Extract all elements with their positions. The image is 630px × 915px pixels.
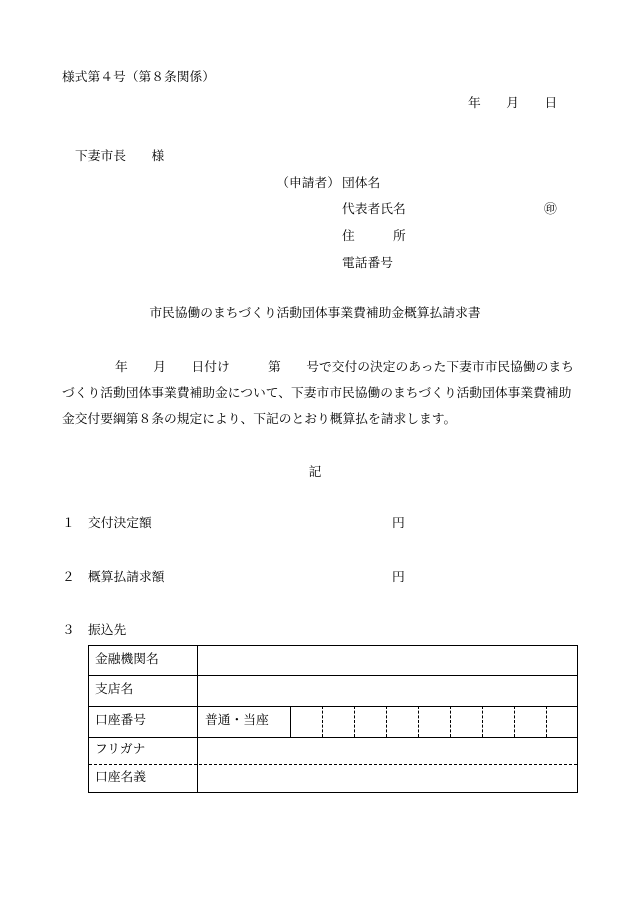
phone-label: 電話番号 (342, 256, 393, 271)
item-1-unit: 円 (392, 516, 405, 531)
bank-account-table (88, 645, 578, 793)
addressee: 下妻市長 様 (75, 149, 165, 164)
row-divider (89, 675, 577, 676)
document-title: 市民協働のまちづくり活動団体事業費補助金概算払請求書 (149, 306, 481, 321)
body-line-2: づくり活動団体事業費補助金について、下妻市市民協働のまちづくり活動団体事業費補助 (62, 386, 572, 401)
row-divider (89, 706, 577, 707)
org-name-label: 団体名 (342, 176, 381, 191)
account-type-options: 普通・当座 (205, 713, 269, 728)
account-holder-field[interactable] (199, 766, 575, 791)
body-line-1: 年 月 日付け 第 号で交付の決定のあった下妻市市民協働のまち (115, 360, 574, 375)
seal-mark: ㊞ (544, 202, 557, 217)
representative-name-label: 代表者氏名 (342, 202, 406, 217)
item-3-label: 振込先 (88, 623, 127, 638)
bank-name-field[interactable] (199, 647, 575, 674)
account-type-divider (290, 706, 291, 737)
applicant-prefix: （申請者） (276, 176, 340, 191)
item-3-number: ３ (62, 623, 75, 638)
body-line-3: 金交付要綱第８条の規定により、下記のとおり概算払を請求します。 (62, 412, 457, 427)
branch-name-field[interactable] (199, 677, 575, 705)
date-line: 年 月 日 (468, 96, 558, 111)
form-number: 様式第４号（第８条関係） (62, 70, 215, 85)
branch-name-label: 支店名 (95, 682, 134, 697)
item-2-label: 概算払請求額 (88, 570, 165, 585)
account-number-field[interactable] (292, 708, 575, 736)
account-number-label: 口座番号 (95, 713, 146, 728)
column-divider (197, 646, 198, 792)
item-2-number: ２ (62, 570, 75, 585)
ki-heading: 記 (308, 465, 322, 480)
address-label: 住 所 (342, 229, 406, 244)
item-2-unit: 円 (392, 570, 405, 585)
furigana-label: フリガナ (95, 742, 146, 757)
item-1-label: 交付決定額 (88, 516, 152, 531)
item-1-number: １ (62, 516, 75, 531)
row-divider (89, 737, 577, 738)
furigana-field[interactable] (199, 739, 575, 763)
bank-name-label: 金融機関名 (95, 652, 159, 667)
account-holder-label: 口座名義 (95, 770, 146, 785)
row-divider-dashed (89, 764, 577, 765)
